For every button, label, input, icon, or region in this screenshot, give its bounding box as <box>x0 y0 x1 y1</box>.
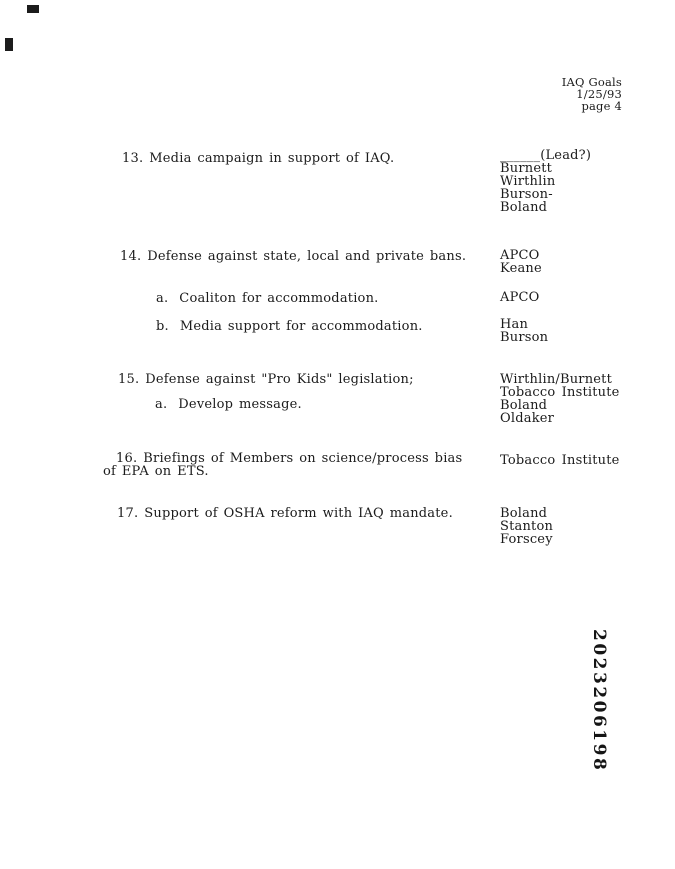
assignee-name: Wirthlin/Burnett <box>500 372 613 387</box>
assignee-name: Burnett <box>500 161 553 176</box>
assignee-name: Oldaker <box>500 411 555 426</box>
scan-artifact-top <box>27 5 39 13</box>
assignee-name: Tobacco Institute <box>500 453 620 468</box>
assignee-name: Boland <box>500 398 548 413</box>
assignee-name: Keane <box>500 261 542 276</box>
assignee-column-item-17 <box>500 507 553 546</box>
item-16-text: Briefings of Members on science/process bias <box>143 451 463 466</box>
list-item-14a <box>156 291 378 306</box>
assignee-column-item-16 <box>500 454 620 467</box>
lead-blank-line: ______(Lead?) <box>500 148 592 163</box>
assignee-name: Boland <box>500 506 548 521</box>
item-17-text: Support of OSHA reform with IAQ mandate. <box>144 506 453 521</box>
assignee-column-item-15 <box>500 373 620 425</box>
list-item-16-continued <box>103 464 209 479</box>
list-item-14 <box>120 249 466 264</box>
item-14-number: 14. <box>120 249 142 264</box>
assignee-column-item-13 <box>500 149 591 214</box>
item-15-number: 15. <box>118 372 140 387</box>
item-17-number: 17. <box>117 506 139 521</box>
list-item-14b <box>156 319 423 334</box>
bates-stamp: 2023206198 <box>589 629 609 773</box>
assignee-name: APCO <box>500 248 540 263</box>
item-14-text: Defense against state, local and private bans. <box>147 249 467 264</box>
assignee-name: Han <box>500 317 529 332</box>
assignee-name: Burson- <box>500 187 553 202</box>
item-14b-text: Media support for accommodation. <box>179 319 423 334</box>
item-14b-letter: b. <box>156 319 169 334</box>
assignee-name: APCO <box>500 290 540 305</box>
assignee-name: Tobacco Institute <box>500 385 620 400</box>
document-header <box>562 76 622 112</box>
item-15-text: Defense against "Pro Kids" legislation; <box>145 372 414 387</box>
assignee-name: Stanton <box>500 519 554 534</box>
scan-artifact-left <box>5 38 13 51</box>
item-15a-text: Develop message. <box>178 397 302 412</box>
assignee-name: Boland <box>500 200 548 215</box>
item-13-number: 13. <box>122 151 144 166</box>
header-date: 1/25/93 <box>576 87 622 101</box>
item-14a-text: Coaliton for accommodation. <box>179 291 379 306</box>
assignee-column-item-14b <box>500 318 548 344</box>
item-14a-letter: a. <box>156 291 169 306</box>
assignee-column-item-14a <box>500 291 540 304</box>
header-page-number: page 4 <box>581 99 622 113</box>
assignee-column-item-14 <box>500 249 542 275</box>
list-item-15 <box>118 372 414 387</box>
list-item-15a <box>155 397 302 412</box>
item-16-text-line2: of EPA on ETS. <box>103 464 209 479</box>
item-15a-letter: a. <box>155 397 168 412</box>
assignee-name: Forscey <box>500 532 553 547</box>
assignee-name: Burson <box>500 330 549 345</box>
item-13-text: Media campaign in support of IAQ. <box>149 151 395 166</box>
item-16-number: 16. <box>116 451 138 466</box>
assignee-name: Wirthlin <box>500 174 556 189</box>
list-item-13 <box>122 151 394 166</box>
list-item-17 <box>117 506 453 521</box>
header-title: IAQ Goals <box>561 75 622 89</box>
